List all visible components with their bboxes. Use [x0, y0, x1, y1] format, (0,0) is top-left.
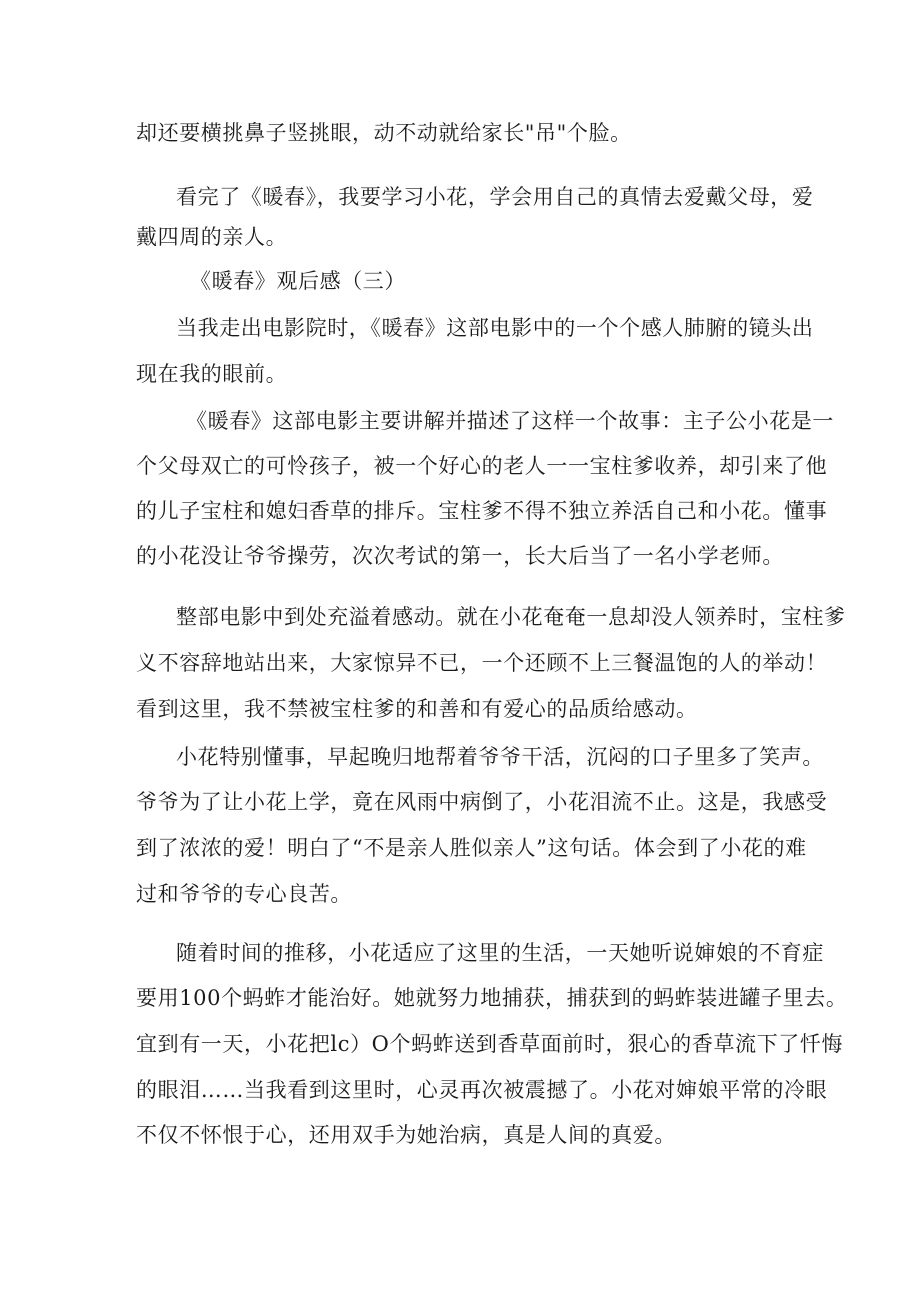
text-line: 的小花没让爷爷操劳，次次考试的第一，长大后当了一名小学老师。 [136, 544, 784, 568]
text-line: 义不容辞地站出来，大家惊异不已，一个还顾不上三餐温饱的人的举动！ [136, 651, 828, 675]
text-line: 戴四周的亲人。 [136, 225, 288, 249]
text-line: 却还要横挑鼻子竖挑眼，动不动就给家长"吊"个脸。 [136, 121, 632, 145]
text-line: 不仅不怀恨于心，还用双手为她治病，真是人间的真爱。 [136, 1123, 676, 1147]
paragraph-line: 当我走出电影院时，《暖春》这部电影中的一个个感人肺腑的镜头出 [176, 316, 814, 340]
text-line: 爷爷为了让小花上学，竟在风雨中病倒了，小花泪流不止。这是，我感受 [136, 790, 828, 814]
text-line: 的眼泪……当我看到这里时，心灵再次被震撼了。小花对婶娘平常的冷眼 [136, 1078, 828, 1102]
text-line: 看到这里，我不禁被宝柱爹的和善和有爱心的品质给感动。 [136, 697, 698, 721]
text-line: 现在我的眼前。 [136, 362, 288, 386]
section-heading: 《暖春》观后感（三） [190, 269, 406, 293]
text-line: 到了浓浓的爱！明白了“不是亲人胜似亲人”这句话。体会到了小花的难 [136, 836, 807, 860]
text-line: 宜到有一天，小花把lc）O个蚂蚱送到香草面前时，狠心的香草流下了忏悔 [136, 1032, 844, 1056]
paragraph-line: 看完了《暖春》，我要学习小花，学会用自己的真情去爱戴父母，爱 [176, 185, 814, 209]
paragraph-line: 随着时间的推移，小花适应了这里的生活，一天她听说婶娘的不育症 [176, 941, 824, 965]
text-line: 过和爷爷的专心良苦。 [136, 882, 352, 906]
paragraph-line: 《暖春》这部电影主要讲解并描述了这样一个故事：主子公小花是一 [186, 409, 834, 433]
text-line: 的儿子宝柱和媳妇香草的排斥。宝柱爹不得不独立养活自己和小花。懂事 [136, 499, 828, 523]
paragraph-line: 整部电影中到处充溢着感动。就在小花奄奄一息却没人领养时，宝柱爹 [176, 605, 846, 629]
paragraph-line: 小花特别懂事，早起晚归地帮着爷爷干活，沉闷的口子里多了笑声。 [176, 745, 824, 769]
text-line: 要用100个蚂蚱才能治好。她就努力地捕获，捕获到的蚂蚱装进罐子里去。 [136, 986, 848, 1010]
text-line: 个父母双亡的可怜孩子，被一个好心的老人一一宝柱爹收养，却引来了他 [136, 454, 828, 478]
